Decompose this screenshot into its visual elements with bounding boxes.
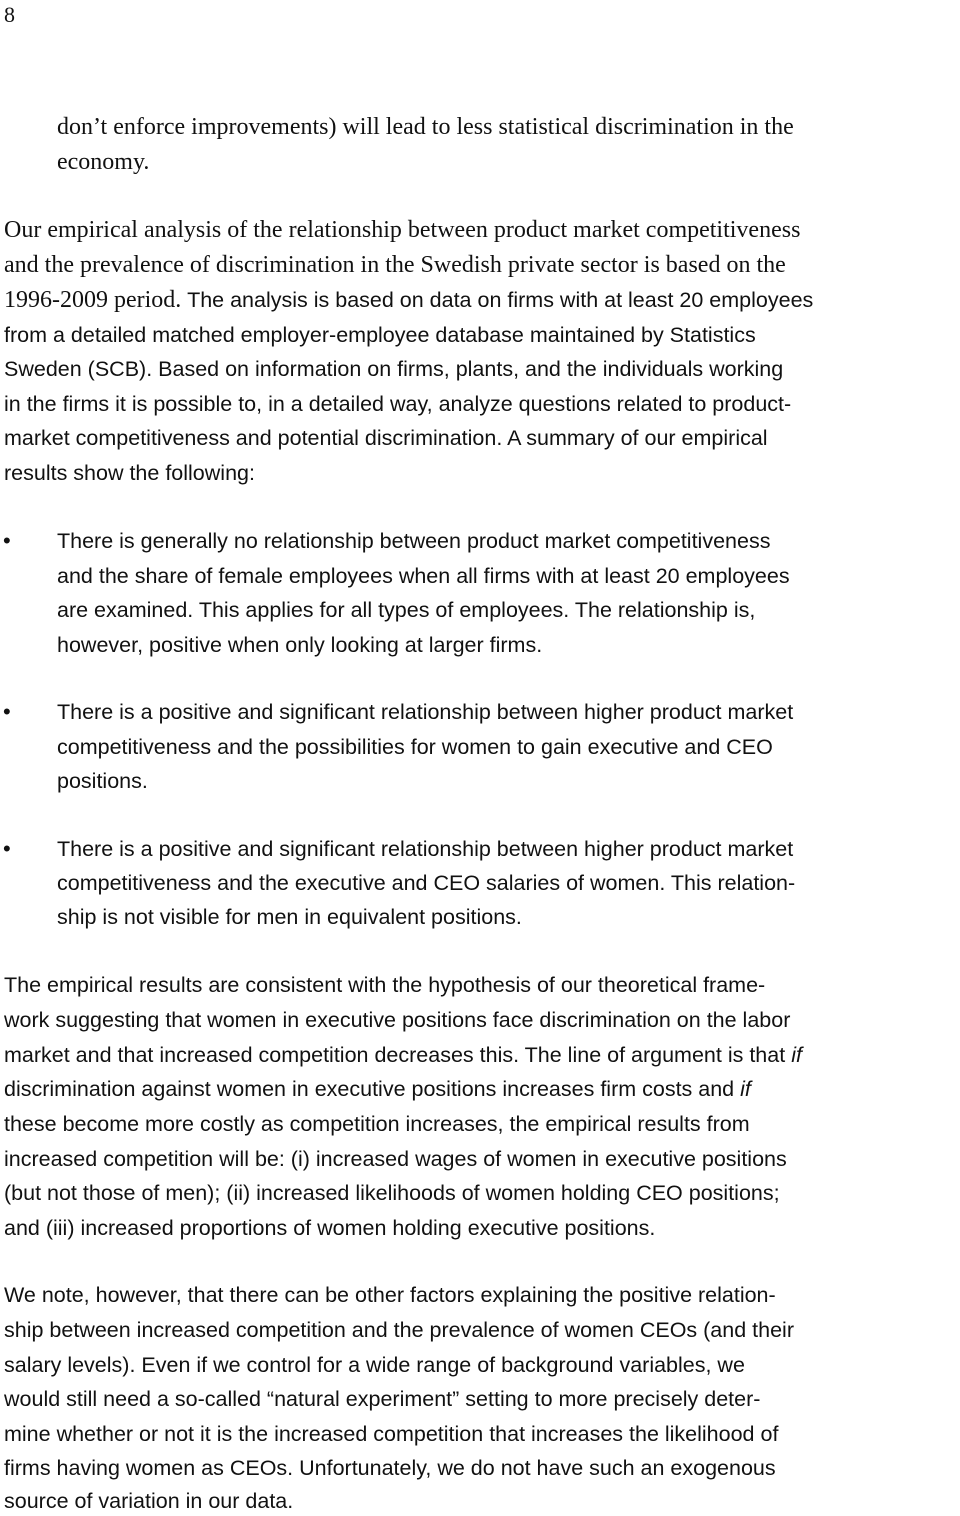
paragraph-line: results show the following: xyxy=(4,461,255,485)
bullet-line: however, positive when only looking at larger firms. xyxy=(57,633,543,657)
paragraph-line: these become more costly as competition increases, the empirical results from xyxy=(4,1112,750,1136)
paragraph-line: and (iii) increased proportions of women holding executive positions. xyxy=(4,1216,656,1240)
paragraph-line: source of variation in our data. xyxy=(4,1489,294,1513)
page-number: 8 xyxy=(4,2,15,27)
bullet-line: and the share of female employees when all firms with at least 20 employees xyxy=(57,564,790,588)
paragraph-line: would still need a so-called “natural experiment” setting to more precisely deter- xyxy=(4,1387,761,1411)
intro-line: economy. xyxy=(57,149,150,175)
bullet-line: There is a positive and significant relationship between higher product market xyxy=(57,700,794,724)
intro-line: don’t enforce improvements) will lead to less statistical discrimination in the xyxy=(57,114,794,140)
paragraph-line: Sweden (SCB). Based on information on firms, plants, and the individuals working xyxy=(4,357,784,381)
paragraph-line: Our empirical analysis of the relationship between product market competitiveness xyxy=(4,217,801,243)
bullet-point: • xyxy=(3,699,11,724)
paragraph-line: salary levels). Even if we control for a wide range of background variables, we xyxy=(4,1353,745,1377)
paragraph-line: and the prevalence of discrimination in the Swedish private sector is based on the xyxy=(4,252,786,278)
paragraph-line: mine whether or not it is the increased competition that increases the likelihood of xyxy=(4,1422,779,1446)
bullet-line: positions. xyxy=(57,769,148,793)
bullet-line: are examined. This applies for all types of employees. The relationship is, xyxy=(57,598,756,622)
paragraph-line: (but not those of men); (ii) increased likelihoods of women holding CEO positions; xyxy=(4,1181,780,1205)
paragraph-line xyxy=(4,1040,802,1070)
paragraph-line xyxy=(4,1074,751,1104)
paragraph-fragment: market and that increased competition decreases this. The line of argument is that xyxy=(4,1043,786,1067)
paragraph-line: increased competition will be: (i) increased wages of women in executive positions xyxy=(4,1147,787,1171)
bullet-line: competitiveness and the executive and CEO salaries of women. This relation- xyxy=(57,871,796,895)
paragraph-fragment: 1996-2009 period. xyxy=(4,287,182,313)
bullet-line: competitiveness and the possibilities for women to gain executive and CEO xyxy=(57,735,773,759)
paragraph-line: from a detailed matched employer-employee database maintained by Statistics xyxy=(4,323,756,347)
bullet-line: There is a positive and significant relationship between higher product market xyxy=(57,837,794,861)
paragraph-line: ship between increased competition and the prevalence of women CEOs (and their xyxy=(4,1318,794,1342)
paragraph-fragment: The analysis is based on data on firms with at least 20 employees xyxy=(187,288,814,312)
paragraph-line: firms having women as CEOs. Unfortunately, we do not have such an exogenous xyxy=(4,1456,776,1480)
paragraph-line: The empirical results are consistent with the hypothesis of our theoretical frame- xyxy=(4,973,766,997)
paragraph-line: We note, however, that there can be other factors explaining the positive relation- xyxy=(4,1283,776,1307)
bullet-line: ship is not visible for men in equivalent positions. xyxy=(57,905,522,929)
emphasis-if: if xyxy=(791,1043,802,1067)
bullet-line: There is generally no relationship between product market competitiveness xyxy=(57,529,771,553)
paragraph-line: in the firms it is possible to, in a detailed way, analyze questions related to product- xyxy=(4,392,792,416)
bullet-point: • xyxy=(3,836,11,861)
paragraph-line: market competitiveness and potential discrimination. A summary of our empirical xyxy=(4,426,768,450)
paragraph-line: work suggesting that women in executive positions face discrimination on the labor xyxy=(4,1008,791,1032)
emphasis-if: if xyxy=(740,1077,751,1101)
paragraph-line xyxy=(4,285,813,315)
bullet-point: • xyxy=(3,528,11,553)
paragraph-fragment: discrimination against women in executive positions increases firm costs and xyxy=(4,1077,735,1101)
